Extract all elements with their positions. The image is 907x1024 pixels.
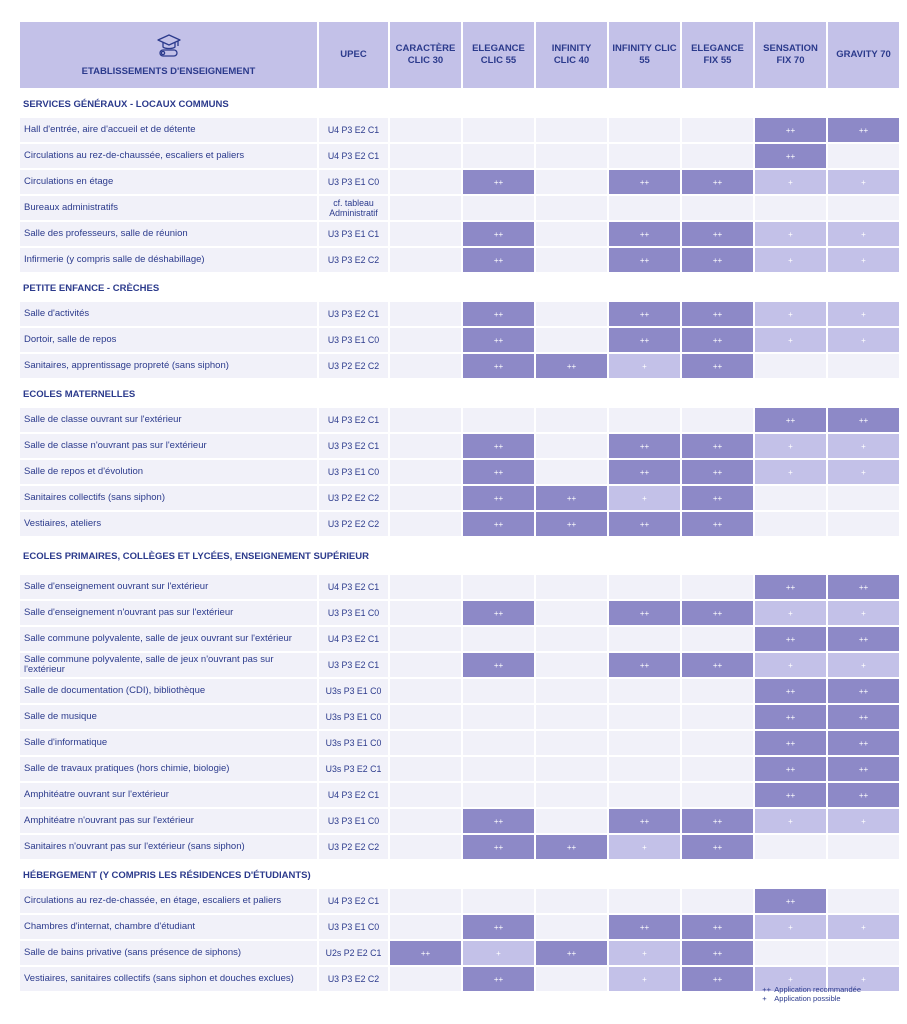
suitability-cell — [755, 196, 826, 220]
suitability-cell: + — [755, 248, 826, 272]
upec-classification: U3 P3 E1 C0 — [319, 328, 388, 352]
suitability-cell — [390, 757, 461, 781]
suitability-cell: + — [828, 170, 899, 194]
suitability-cell: ++ — [536, 354, 607, 378]
upec-classification: U3s P3 E1 C0 — [319, 679, 388, 703]
suitability-cell — [390, 196, 461, 220]
suitability-cell — [463, 757, 534, 781]
upec-classification: U4 P3 E2 C1 — [319, 144, 388, 168]
suitability-cell — [390, 302, 461, 326]
column-header: INFINITY CLIC 55 — [609, 22, 680, 88]
suitability-cell — [463, 575, 534, 599]
column-header: INFINITY CLIC 40 — [536, 22, 607, 88]
section-title: PETITE ENFANCE - CRÈCHES — [23, 282, 160, 294]
suitability-cell: ++ — [828, 575, 899, 599]
suitability-cell — [463, 627, 534, 651]
suitability-cell — [463, 705, 534, 729]
room-label: Infirmerie (y compris salle de déshabillage) — [20, 248, 317, 272]
upec-classification: U3 P2 E2 C2 — [319, 486, 388, 510]
suitability-cell: ++ — [463, 967, 534, 991]
suitability-cell — [682, 575, 753, 599]
upec-classification: U3s P3 E2 C1 — [319, 757, 388, 781]
suitability-cell — [828, 941, 899, 965]
suitability-cell — [390, 627, 461, 651]
legend-symbol: + — [762, 994, 767, 1003]
room-label: Circulations au rez-de-chaussée, escaliers et paliers — [20, 144, 317, 168]
suitability-cell — [463, 731, 534, 755]
suitability-cell — [390, 144, 461, 168]
suitability-cell — [390, 679, 461, 703]
suitability-cell: ++ — [463, 460, 534, 484]
upec-classification: U3 P3 E2 C1 — [319, 302, 388, 326]
suitability-cell: ++ — [609, 222, 680, 246]
upec-classification: U3 P3 E2 C2 — [319, 967, 388, 991]
suitability-cell — [390, 408, 461, 432]
suitability-cell — [536, 809, 607, 833]
suitability-cell — [682, 408, 753, 432]
suitability-cell — [390, 486, 461, 510]
suitability-cell: ++ — [463, 653, 534, 677]
suitability-cell — [682, 118, 753, 142]
suitability-cell: ++ — [682, 915, 753, 939]
graduation-cap-diploma-icon — [155, 32, 183, 60]
suitability-cell — [463, 889, 534, 913]
suitability-cell: ++ — [609, 328, 680, 352]
suitability-cell: ++ — [463, 915, 534, 939]
suitability-cell: + — [755, 915, 826, 939]
suitability-cell — [682, 757, 753, 781]
column-header: UPEC — [319, 22, 388, 88]
suitability-cell: ++ — [463, 835, 534, 859]
suitability-cell: ++ — [755, 731, 826, 755]
suitability-cell — [536, 434, 607, 458]
suitability-cell — [390, 889, 461, 913]
suitability-cell — [390, 460, 461, 484]
legend-item-recommended — [762, 985, 861, 994]
suitability-cell — [609, 889, 680, 913]
room-label: Salle de classe ouvrant sur l'extérieur — [20, 408, 317, 432]
suitability-cell: ++ — [682, 809, 753, 833]
suitability-cell: + — [828, 809, 899, 833]
suitability-cell: ++ — [828, 408, 899, 432]
suitability-cell: ++ — [463, 302, 534, 326]
room-label: Circulations au rez-de-chassée, en étage, escaliers et paliers — [20, 889, 317, 913]
upec-classification: U3 P3 E1 C0 — [319, 809, 388, 833]
suitability-cell — [390, 222, 461, 246]
suitability-cell: ++ — [609, 653, 680, 677]
suitability-cell: + — [755, 434, 826, 458]
suitability-cell: + — [828, 967, 899, 991]
suitability-cell: ++ — [682, 653, 753, 677]
suitability-cell — [536, 889, 607, 913]
room-label: Salle d'activités — [20, 302, 317, 326]
suitability-cell — [390, 915, 461, 939]
suitability-cell: ++ — [609, 915, 680, 939]
suitability-cell — [463, 144, 534, 168]
suitability-cell: ++ — [828, 627, 899, 651]
room-label: Salle commune polyvalente, salle de jeux ouvrant sur l'extérieur — [20, 627, 317, 651]
suitability-cell: ++ — [609, 809, 680, 833]
suitability-cell — [682, 705, 753, 729]
suitability-cell: ++ — [828, 705, 899, 729]
suitability-cell — [609, 705, 680, 729]
suitability-cell: ++ — [828, 731, 899, 755]
room-label: Salle de documentation (CDI), bibliothèque — [20, 679, 317, 703]
suitability-cell — [755, 941, 826, 965]
suitability-cell — [536, 679, 607, 703]
upec-classification: U4 P3 E2 C1 — [319, 783, 388, 807]
upec-classification: U3 P3 E1 C0 — [319, 915, 388, 939]
upec-classification: U3 P2 E2 C2 — [319, 354, 388, 378]
suitability-cell — [536, 118, 607, 142]
suitability-cell — [536, 328, 607, 352]
suitability-cell — [536, 783, 607, 807]
suitability-cell — [390, 118, 461, 142]
suitability-cell: + — [828, 302, 899, 326]
upec-classification: U3s P3 E1 C0 — [319, 705, 388, 729]
upec-classification: U3 P3 E1 C0 — [319, 460, 388, 484]
suitability-cell: ++ — [609, 460, 680, 484]
suitability-cell: ++ — [682, 248, 753, 272]
section-title: SERVICES GÉNÉRAUX - LOCAUX COMMUNS — [23, 98, 229, 110]
section-title: ECOLES MATERNELLES — [23, 388, 136, 400]
suitability-cell: ++ — [463, 434, 534, 458]
suitability-cell: + — [828, 222, 899, 246]
suitability-cell — [682, 889, 753, 913]
suitability-cell — [536, 731, 607, 755]
legend-item-possible — [762, 994, 861, 1003]
suitability-cell — [609, 783, 680, 807]
suitability-cell — [390, 601, 461, 625]
suitability-cell — [682, 783, 753, 807]
room-label: Sanitaires, apprentissage propreté (sans siphon) — [20, 354, 317, 378]
room-label: Chambres d'internat, chambre d'étudiant — [20, 915, 317, 939]
suitability-cell — [828, 889, 899, 913]
suitability-cell: + — [828, 460, 899, 484]
suitability-cell: ++ — [390, 941, 461, 965]
room-label: Salle de musique — [20, 705, 317, 729]
suitability-cell — [609, 144, 680, 168]
suitability-cell — [536, 653, 607, 677]
room-label: Salle d'enseignement n'ouvrant pas sur l'extérieur — [20, 601, 317, 625]
suitability-cell: + — [828, 328, 899, 352]
suitability-cell — [536, 222, 607, 246]
suitability-cell: ++ — [536, 486, 607, 510]
room-label: Vestiaires, sanitaires collectifs (sans siphon et douches exclues) — [20, 967, 317, 991]
suitability-cell — [609, 118, 680, 142]
suitability-cell: ++ — [682, 601, 753, 625]
suitability-cell: + — [755, 222, 826, 246]
legend-text: Application possible — [774, 994, 841, 1003]
suitability-cell: ++ — [682, 170, 753, 194]
room-label: Amphitéatre n'ouvrant pas sur l'extérieur — [20, 809, 317, 833]
suitability-cell: + — [609, 941, 680, 965]
suitability-cell — [828, 835, 899, 859]
suitability-cell: ++ — [463, 170, 534, 194]
compatibility-table — [20, 22, 899, 991]
suitability-cell: ++ — [682, 354, 753, 378]
suitability-cell: ++ — [609, 302, 680, 326]
suitability-cell: ++ — [536, 835, 607, 859]
room-label: Sanitaires collectifs (sans siphon) — [20, 486, 317, 510]
suitability-cell — [536, 144, 607, 168]
suitability-cell: ++ — [536, 512, 607, 536]
suitability-cell — [828, 512, 899, 536]
room-label: Salle de travaux pratiques (hors chimie, biologie) — [20, 757, 317, 781]
suitability-cell — [390, 653, 461, 677]
upec-classification: cf. tableau Administratif — [319, 196, 388, 220]
suitability-cell — [536, 575, 607, 599]
suitability-cell: + — [828, 653, 899, 677]
suitability-cell: ++ — [609, 248, 680, 272]
suitability-cell: + — [755, 967, 826, 991]
suitability-cell — [390, 783, 461, 807]
suitability-cell — [536, 915, 607, 939]
suitability-cell — [463, 118, 534, 142]
suitability-cell: ++ — [463, 222, 534, 246]
suitability-cell: + — [828, 915, 899, 939]
suitability-cell: ++ — [463, 601, 534, 625]
suitability-cell — [390, 512, 461, 536]
room-label: Salle d'enseignement ouvrant sur l'extérieur — [20, 575, 317, 599]
header-title: ETABLISSEMENTS D'ENSEIGNEMENT — [81, 66, 256, 77]
column-header: SENSATION FIX 70 — [755, 22, 826, 88]
suitability-cell: + — [755, 328, 826, 352]
suitability-cell — [463, 679, 534, 703]
suitability-cell — [609, 627, 680, 651]
suitability-cell — [463, 408, 534, 432]
upec-classification: U4 P3 E2 C1 — [319, 627, 388, 651]
suitability-cell — [390, 575, 461, 599]
suitability-cell: ++ — [755, 757, 826, 781]
suitability-cell — [390, 835, 461, 859]
upec-classification: U4 P3 E2 C1 — [319, 575, 388, 599]
suitability-cell: ++ — [536, 941, 607, 965]
upec-classification: U3 P3 E1 C0 — [319, 170, 388, 194]
room-label: Salle de bains privative (sans présence de siphons) — [20, 941, 317, 965]
column-header: ELEGANCE CLIC 55 — [463, 22, 534, 88]
suitability-cell — [390, 354, 461, 378]
upec-classification: U3 P3 E1 C0 — [319, 601, 388, 625]
suitability-cell: ++ — [682, 486, 753, 510]
suitability-cell — [536, 627, 607, 651]
room-label: Sanitaires n'ouvrant pas sur l'extérieur (sans siphon) — [20, 835, 317, 859]
suitability-cell: ++ — [755, 705, 826, 729]
suitability-cell: ++ — [682, 512, 753, 536]
suitability-cell: + — [755, 170, 826, 194]
column-header: ELEGANCE FIX 55 — [682, 22, 753, 88]
suitability-cell — [682, 144, 753, 168]
suitability-cell — [390, 328, 461, 352]
section-title: ECOLES PRIMAIRES, COLLÈGES ET LYCÉES, ENSEIGNEMENT SUPÉRIEUR — [23, 551, 369, 562]
suitability-cell — [536, 196, 607, 220]
room-label: Hall d'entrée, aire d'accueil et de détente — [20, 118, 317, 142]
suitability-cell: + — [609, 354, 680, 378]
suitability-cell: ++ — [463, 354, 534, 378]
room-label: Salle commune polyvalente, salle de jeux n'ouvrant pas sur l'extérieur — [20, 653, 317, 677]
upec-classification: U4 P3 E2 C1 — [319, 889, 388, 913]
suitability-cell: + — [609, 967, 680, 991]
suitability-cell — [828, 196, 899, 220]
suitability-cell — [390, 705, 461, 729]
suitability-cell: ++ — [755, 144, 826, 168]
suitability-cell — [682, 731, 753, 755]
suitability-cell: ++ — [755, 783, 826, 807]
room-label: Salle de classe n'ouvrant pas sur l'extérieur — [20, 434, 317, 458]
suitability-cell — [390, 967, 461, 991]
suitability-cell: ++ — [463, 809, 534, 833]
suitability-cell: ++ — [682, 302, 753, 326]
suitability-cell: ++ — [828, 757, 899, 781]
legend-text: Application recommandée — [774, 985, 861, 994]
suitability-cell — [755, 512, 826, 536]
suitability-cell: + — [609, 835, 680, 859]
upec-classification: U3 P3 E2 C1 — [319, 653, 388, 677]
suitability-cell: ++ — [755, 118, 826, 142]
suitability-cell: ++ — [682, 328, 753, 352]
suitability-cell — [463, 783, 534, 807]
suitability-cell: ++ — [682, 222, 753, 246]
legend — [762, 985, 861, 1003]
suitability-cell — [536, 460, 607, 484]
suitability-cell — [536, 302, 607, 326]
suitability-cell: ++ — [828, 783, 899, 807]
suitability-cell: ++ — [682, 460, 753, 484]
suitability-cell — [609, 731, 680, 755]
suitability-cell — [609, 196, 680, 220]
upec-classification: U3 P2 E2 C2 — [319, 835, 388, 859]
suitability-cell: ++ — [682, 835, 753, 859]
suitability-cell: ++ — [463, 328, 534, 352]
suitability-cell — [828, 486, 899, 510]
section-title: HÉBERGEMENT (Y COMPRIS LES RÉSIDENCES D'ÉTUDIANTS) — [23, 869, 311, 881]
suitability-cell: ++ — [755, 889, 826, 913]
suitability-cell: + — [828, 601, 899, 625]
suitability-cell — [609, 679, 680, 703]
suitability-cell — [755, 486, 826, 510]
column-header: GRAVITY 70 — [828, 22, 899, 88]
suitability-cell — [390, 731, 461, 755]
suitability-cell — [828, 354, 899, 378]
suitability-cell — [536, 601, 607, 625]
room-label: Salle de repos et d'évolution — [20, 460, 317, 484]
suitability-cell: ++ — [682, 941, 753, 965]
room-label: Bureaux administratifs — [20, 196, 317, 220]
suitability-cell: ++ — [609, 512, 680, 536]
suitability-cell — [682, 196, 753, 220]
suitability-cell — [828, 144, 899, 168]
suitability-cell — [536, 967, 607, 991]
suitability-cell: ++ — [463, 512, 534, 536]
suitability-cell — [390, 434, 461, 458]
suitability-cell — [609, 575, 680, 599]
suitability-cell: + — [755, 601, 826, 625]
room-label: Dortoir, salle de repos — [20, 328, 317, 352]
suitability-cell: ++ — [609, 170, 680, 194]
suitability-cell — [755, 835, 826, 859]
room-label: Salle d'informatique — [20, 731, 317, 755]
suitability-cell — [682, 627, 753, 651]
suitability-cell — [536, 248, 607, 272]
upec-classification: U3 P3 E2 C1 — [319, 434, 388, 458]
legend-symbol: ++ — [762, 985, 772, 994]
upec-classification: U3 P2 E2 C2 — [319, 512, 388, 536]
room-label: Vestiaires, ateliers — [20, 512, 317, 536]
suitability-cell: ++ — [682, 434, 753, 458]
suitability-cell: + — [828, 434, 899, 458]
suitability-cell — [536, 408, 607, 432]
suitability-cell: ++ — [755, 627, 826, 651]
suitability-cell: + — [828, 248, 899, 272]
room-label: Circulations en étage — [20, 170, 317, 194]
suitability-cell — [390, 809, 461, 833]
suitability-cell: ++ — [609, 434, 680, 458]
suitability-cell — [536, 705, 607, 729]
suitability-cell: ++ — [609, 601, 680, 625]
suitability-cell: + — [609, 486, 680, 510]
suitability-cell — [682, 679, 753, 703]
upec-classification: U3 P3 E1 C1 — [319, 222, 388, 246]
suitability-cell — [536, 757, 607, 781]
suitability-cell: ++ — [828, 118, 899, 142]
suitability-cell — [463, 196, 534, 220]
suitability-cell — [755, 354, 826, 378]
upec-classification: U2s P2 E2 C1 — [319, 941, 388, 965]
suitability-cell: ++ — [755, 408, 826, 432]
suitability-cell — [609, 408, 680, 432]
suitability-cell: + — [755, 460, 826, 484]
suitability-cell: ++ — [828, 679, 899, 703]
suitability-cell: + — [755, 653, 826, 677]
upec-classification: U3 P3 E2 C2 — [319, 248, 388, 272]
suitability-cell — [536, 170, 607, 194]
suitability-cell: ++ — [682, 967, 753, 991]
header-establishments — [20, 22, 317, 88]
suitability-cell: ++ — [755, 679, 826, 703]
suitability-cell: + — [755, 809, 826, 833]
suitability-cell: ++ — [463, 486, 534, 510]
upec-classification: U3s P3 E1 C0 — [319, 731, 388, 755]
upec-classification: U4 P3 E2 C1 — [319, 118, 388, 142]
column-header: CARACTÈRE CLIC 30 — [390, 22, 461, 88]
suitability-cell — [609, 757, 680, 781]
suitability-cell: ++ — [463, 248, 534, 272]
suitability-cell: + — [463, 941, 534, 965]
suitability-cell: + — [755, 302, 826, 326]
room-label: Amphitéatre ouvrant sur l'extérieur — [20, 783, 317, 807]
suitability-cell — [390, 170, 461, 194]
suitability-cell — [390, 248, 461, 272]
upec-classification: U4 P3 E2 C1 — [319, 408, 388, 432]
suitability-cell: ++ — [755, 575, 826, 599]
room-label: Salle des professeurs, salle de réunion — [20, 222, 317, 246]
